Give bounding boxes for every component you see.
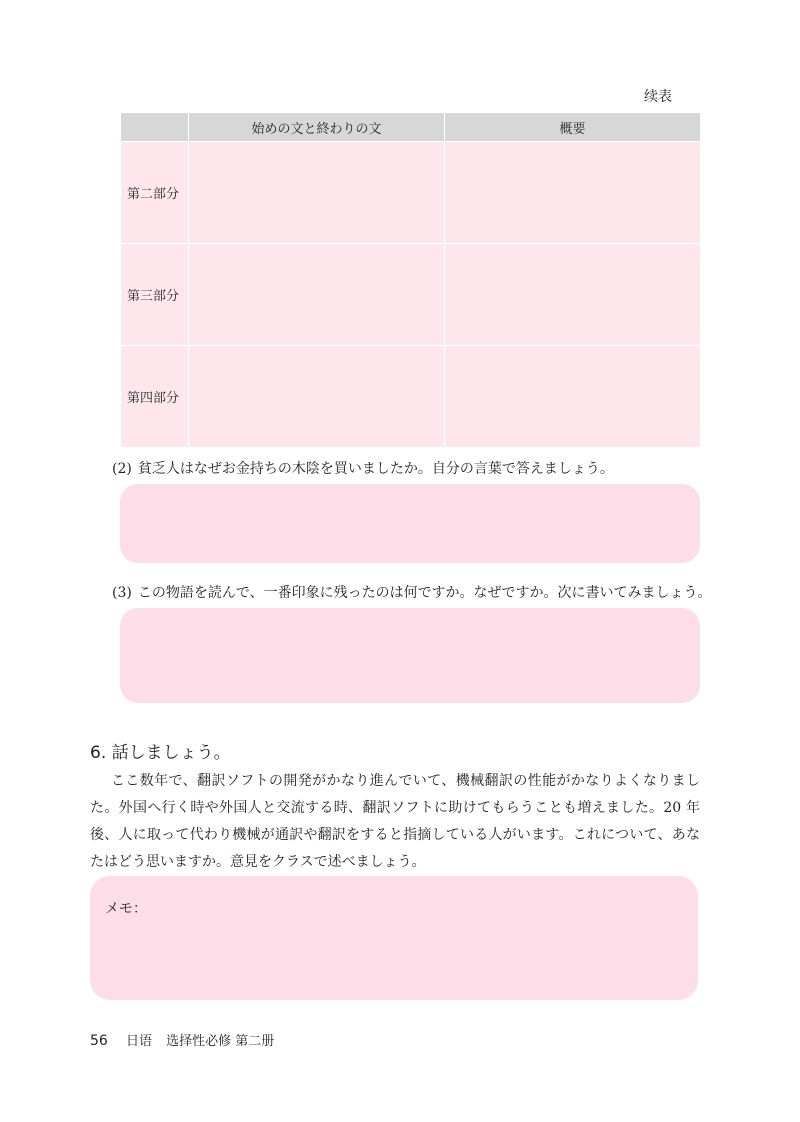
page-number: 56 [90, 1033, 108, 1049]
row-label: 第二部分 [121, 142, 189, 244]
memo-box[interactable] [90, 876, 698, 1000]
header-corner [121, 113, 189, 142]
memo-label: メモ： [105, 901, 147, 917]
question-text: この物語を読んで、一番印象に残ったのは何ですか。なぜですか。次に書いてみましょう。 [137, 585, 712, 601]
question-2 [112, 458, 614, 478]
answer-box-question-2[interactable] [120, 484, 700, 563]
summary-table [120, 112, 701, 448]
table-row [121, 142, 701, 244]
summary-cell[interactable] [445, 142, 701, 244]
question-number: (3) [112, 585, 132, 601]
page-footer [90, 1030, 274, 1049]
question-number: (2) [112, 461, 132, 477]
table-row [121, 244, 701, 346]
table-header-row [121, 113, 701, 142]
row-label: 第三部分 [121, 244, 189, 346]
summary-cell[interactable] [445, 346, 701, 448]
question-text: 貧乏人はなぜお金持ちの木陰を買いましたか。自分の言葉で答えましょう。 [137, 461, 614, 477]
table-row [121, 346, 701, 448]
section-title: 6. 話しましょう。 [90, 743, 231, 763]
section-body: ここ数年で、翻訳ソフトの開発がかなり進んでいて、機械翻訳の性能がかなりよくなりました。外国へ行く時や外国人と交流する時、翻訳ソフトに助けてもらうことも増えました。20 年後、人に取って代わり機械が通訳や翻訳をすると指摘している人がいます。これについて、あなたはどう思いますか。意見をクラスで述べましょう。 [90, 773, 700, 870]
header-first-last-sentence: 始めの文と終わりの文 [189, 113, 445, 142]
first-last-cell[interactable] [189, 244, 445, 346]
question-3 [112, 582, 712, 602]
book-volume: 选择性必修 第二册 [166, 1034, 275, 1049]
first-last-cell[interactable] [189, 346, 445, 448]
first-last-cell[interactable] [189, 142, 445, 244]
continued-table-label: 续表 [644, 89, 672, 105]
row-label: 第四部分 [121, 346, 189, 448]
summary-cell[interactable] [445, 244, 701, 346]
book-title: 日语 [125, 1034, 152, 1049]
header-summary: 概要 [445, 113, 701, 142]
answer-box-question-3[interactable] [120, 608, 700, 703]
